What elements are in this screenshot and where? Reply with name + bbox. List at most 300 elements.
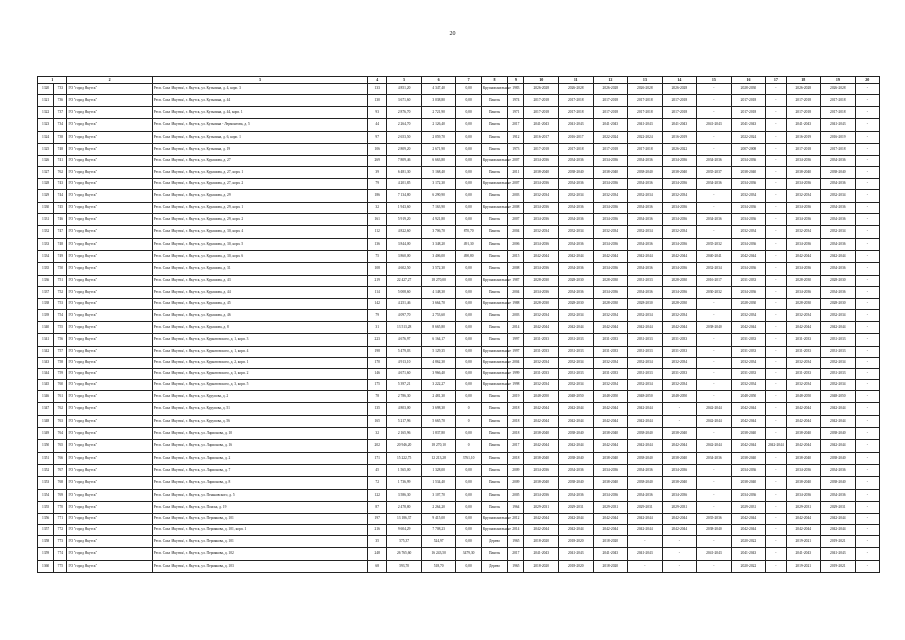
table-cell: Крупнопанельные bbox=[481, 525, 507, 536]
table-cell: Респ. Саха /Якутия/, г. Якутск, ул. Курашова, д. 30, корп. 4 bbox=[152, 226, 367, 239]
table-cell: 2032-2034 bbox=[731, 380, 766, 391]
table-cell: 22 427,27 bbox=[387, 276, 422, 287]
table-cell: 2032-2034 bbox=[524, 380, 559, 391]
table-cell: 72 bbox=[368, 477, 387, 490]
table-cell: 0 bbox=[456, 416, 481, 428]
table-cell: 1339 bbox=[38, 310, 54, 322]
table-cell: Панель bbox=[481, 322, 507, 334]
table-cell: 2042-2044 bbox=[731, 416, 766, 428]
table-row bbox=[38, 190, 880, 203]
table-cell: 2048-2050 bbox=[821, 391, 856, 403]
table-cell: Респ. Саха /Якутия/, г. Якутск, ул. Курашова, д. 30, корп. 5 bbox=[152, 239, 367, 251]
table-cell: 2017-2018 bbox=[524, 95, 559, 107]
table-cell: Панель bbox=[481, 251, 507, 263]
table-cell: 756 bbox=[54, 334, 67, 347]
table-cell: 759 bbox=[54, 369, 67, 380]
table-cell: 2031-2033 bbox=[731, 369, 766, 380]
table-row bbox=[38, 548, 880, 561]
table-cell: 2042-2044 bbox=[628, 514, 663, 525]
table-cell: - bbox=[766, 156, 786, 167]
table-cell: 2035-2037 bbox=[697, 167, 732, 179]
table-cell: ГО "город Якутск" bbox=[67, 84, 152, 95]
table-cell: 2038-2040 bbox=[593, 477, 628, 490]
table-cell: 768 bbox=[54, 477, 67, 490]
table-cell: - bbox=[697, 95, 732, 107]
table-cell: Респ. Саха /Якутия/, г. Якутск, ул. Курашова, д. 27, корп. 2 bbox=[152, 179, 367, 190]
table-cell: 2041-2043 bbox=[821, 548, 856, 561]
table-cell: - bbox=[697, 477, 732, 490]
table-cell: 736 bbox=[54, 95, 67, 107]
table-cell: 0,00 bbox=[456, 119, 481, 132]
table-cell: 0,00 bbox=[456, 276, 481, 287]
table-cell: 2016-2017 bbox=[697, 276, 732, 287]
table-cell: 1321 bbox=[38, 95, 54, 107]
table-cell: 2042-2044 bbox=[593, 514, 628, 525]
table-cell: 2041-2043 bbox=[628, 548, 663, 561]
table-cell: 1987 bbox=[508, 276, 524, 287]
table-cell: 2041-2043 bbox=[731, 548, 766, 561]
table-cell: 2026-2022 bbox=[662, 144, 697, 156]
table-cell: 2034-2036 bbox=[821, 465, 856, 477]
table-cell: 1348 bbox=[38, 416, 54, 428]
table-cell: 9 415,00 bbox=[421, 514, 456, 525]
table-cell: - bbox=[766, 358, 786, 369]
table-cell: Респ. Саха /Якутия/, г. Якутск, ул. Курупова, д. 56 bbox=[152, 416, 367, 428]
table-cell: Дерево bbox=[481, 561, 507, 573]
table-cell: Крупнопанельные bbox=[481, 380, 507, 391]
table-cell: 2018 bbox=[508, 428, 524, 440]
table-cell: - bbox=[766, 190, 786, 203]
table-cell: 2 264,20 bbox=[421, 502, 456, 514]
table-cell: Крупнопанельные bbox=[481, 347, 507, 358]
table-cell: 2041-2043 bbox=[524, 119, 559, 132]
table-cell: ГО "город Якутск" bbox=[67, 95, 152, 107]
table-cell: 2034-2036 bbox=[593, 490, 628, 502]
table-cell: 2028-2030 bbox=[731, 299, 766, 310]
table-cell: 2034-2036 bbox=[628, 239, 663, 251]
table-cell: - bbox=[766, 391, 786, 403]
table-cell: Панель bbox=[481, 391, 507, 403]
table-cell: ГО "город Якутск" bbox=[67, 156, 152, 167]
table-cell: Респ. Саха /Якутия/, г. Якутск, ул. Курашова, д. 29, корп. 1 bbox=[152, 203, 367, 214]
table-cell: ГО "город Якутск" bbox=[67, 107, 152, 119]
table-cell: 2032-2034 bbox=[821, 190, 856, 203]
table-cell: 2034-2036 bbox=[821, 490, 856, 502]
table-cell: 775 bbox=[54, 561, 67, 573]
table-cell: 2038-2040 bbox=[593, 453, 628, 465]
table-cell: 3 038,80 bbox=[421, 95, 456, 107]
table-cell: 0,00 bbox=[456, 514, 481, 525]
table-cell: 2042-2044 bbox=[731, 440, 766, 453]
table-cell: - bbox=[855, 536, 879, 548]
table-cell: Респ. Саха /Якутия/, г. Якутск, ул. Пермякова, д. 101, корп. 1 bbox=[152, 525, 367, 536]
table-cell: 2016-2019 bbox=[662, 132, 697, 144]
column-header: 16 bbox=[731, 77, 766, 84]
table-cell: 0,00 bbox=[456, 107, 481, 119]
table-cell: Крупнопанельные bbox=[481, 203, 507, 214]
table-cell: 3 844,00 bbox=[387, 239, 422, 251]
table-cell: 2032-2034 bbox=[662, 190, 697, 203]
table-cell: 2042-2044 bbox=[821, 514, 856, 525]
table-cell: 2034-2036 bbox=[559, 179, 594, 190]
table-cell: - bbox=[766, 167, 786, 179]
table-cell: - bbox=[697, 144, 732, 156]
table-cell: ГО "город Якутск" bbox=[67, 369, 152, 380]
table-cell: 2029-2031 bbox=[524, 502, 559, 514]
table-cell: 2031-2033 bbox=[731, 347, 766, 358]
table-cell: 2028-2030 bbox=[559, 276, 594, 287]
table-cell: - bbox=[855, 190, 879, 203]
table-cell: 2034-2036 bbox=[697, 214, 732, 226]
table-cell: 3 348,20 bbox=[421, 239, 456, 251]
table-cell: 2035-2036 bbox=[697, 514, 732, 525]
table-cell: Респ. Саха /Якутия/, г. Якутск, ул. Курашова, д. 31 bbox=[152, 263, 367, 276]
table-cell: 2018 bbox=[508, 416, 524, 428]
table-cell: 2004 bbox=[508, 226, 524, 239]
table-cell: 26 765,60 bbox=[387, 548, 422, 561]
table-cell: 2003 bbox=[508, 190, 524, 203]
table-cell: 133 bbox=[368, 84, 387, 95]
table-cell: - bbox=[697, 84, 732, 95]
table-cell: 2017-2018 bbox=[559, 95, 594, 107]
table-cell: 2040-2041 bbox=[697, 251, 732, 263]
table-cell: 2031-2033 bbox=[593, 334, 628, 347]
table-cell: 753 bbox=[54, 299, 67, 310]
table-cell: 2029-2031 bbox=[628, 502, 663, 514]
table-cell: 2028-2030 bbox=[786, 299, 821, 310]
table-cell: 4 676,97 bbox=[387, 334, 422, 347]
column-header: 14 bbox=[662, 77, 697, 84]
table-cell: 766 bbox=[54, 453, 67, 465]
table-cell: Панель bbox=[481, 119, 507, 132]
table-cell: ГО "город Якутск" bbox=[67, 477, 152, 490]
table-cell: 2017-2018 bbox=[628, 144, 663, 156]
table-cell: 2038-2040 bbox=[559, 167, 594, 179]
table-cell: 2034-2036 bbox=[731, 490, 766, 502]
table-cell: 1325 bbox=[38, 144, 54, 156]
table-cell: 216 bbox=[368, 525, 387, 536]
table-cell: 2034-2036 bbox=[559, 490, 594, 502]
table-cell: 575,37 bbox=[387, 536, 422, 548]
table-cell: Респ. Саха /Якутия/, г. Якутск, ул. Курупова, д. 2 bbox=[152, 391, 367, 403]
table-cell: 518,70 bbox=[421, 561, 456, 573]
table-cell: 2042-2044 bbox=[662, 322, 697, 334]
table-cell: 3 671,60 bbox=[387, 95, 422, 107]
table-cell: 524,97 bbox=[421, 536, 456, 548]
table-cell: - bbox=[855, 119, 879, 132]
table-cell: Панель bbox=[481, 428, 507, 440]
table-cell: 2034-2036 bbox=[786, 490, 821, 502]
table-cell: Крупнопанельные bbox=[481, 179, 507, 190]
table-cell: 1357 bbox=[38, 525, 54, 536]
table-cell: 2038-2040 bbox=[524, 428, 559, 440]
table-cell: ГО "город Якутск" bbox=[67, 525, 152, 536]
table-cell: 0,00 bbox=[456, 490, 481, 502]
table-cell: 2017-2018 bbox=[821, 144, 856, 156]
table-cell: - bbox=[662, 548, 697, 561]
table-cell: 4 097,70 bbox=[387, 310, 422, 322]
table-cell: 2048-2050 bbox=[628, 391, 663, 403]
table-cell: Панель bbox=[481, 95, 507, 107]
table-cell: 87 bbox=[368, 502, 387, 514]
table-cell: ГО "город Якутск" bbox=[67, 453, 152, 465]
table-cell: 1332 bbox=[38, 226, 54, 239]
table-cell: 2031-2033 bbox=[662, 347, 697, 358]
table-cell: 751 bbox=[54, 276, 67, 287]
table-cell: 2042-2044 bbox=[786, 403, 821, 416]
table-cell: ГО "город Якутск" bbox=[67, 490, 152, 502]
table-cell: 757 bbox=[54, 347, 67, 358]
table-cell: 2034-2036 bbox=[662, 490, 697, 502]
table-cell: 2 478,80 bbox=[387, 502, 422, 514]
table-cell: 2034-2036 bbox=[628, 287, 663, 299]
table-cell: 2034-2036 bbox=[662, 214, 697, 226]
table-cell: - bbox=[766, 287, 786, 299]
table-cell: 2 264,70 bbox=[387, 119, 422, 132]
table-cell: 2042-2044 bbox=[821, 416, 856, 428]
table-row bbox=[38, 203, 880, 214]
column-header: 3 bbox=[152, 77, 367, 84]
table-cell: 0,00 bbox=[456, 144, 481, 156]
table-cell: Респ. Саха /Якутия/, г. Якутск, ул. Ларионова, д. 10 bbox=[152, 428, 367, 440]
table-cell: Панель bbox=[481, 190, 507, 203]
table-cell: - bbox=[662, 561, 697, 573]
table-cell: 170 bbox=[368, 358, 387, 369]
table-cell: 2034-2036 bbox=[662, 239, 697, 251]
table-cell: 750 bbox=[54, 263, 67, 276]
table-cell: 2038-2040 bbox=[662, 453, 697, 465]
table-cell: 2028-2030 bbox=[628, 299, 663, 310]
table-cell: 2038-2040 bbox=[662, 428, 697, 440]
table-cell: 2018-2020 bbox=[593, 561, 628, 573]
table-cell: 2031-2033 bbox=[628, 369, 663, 380]
data-table bbox=[37, 76, 880, 573]
table-cell: 2018 bbox=[508, 453, 524, 465]
table-cell: - bbox=[628, 536, 663, 548]
table-cell: - bbox=[697, 490, 732, 502]
table-cell: 760 bbox=[54, 380, 67, 391]
table-cell: 1353 bbox=[38, 477, 54, 490]
table-cell: 0,00 bbox=[456, 347, 481, 358]
table-row bbox=[38, 214, 880, 226]
table-cell: 2032-2034 bbox=[628, 310, 663, 322]
table-cell: - bbox=[662, 403, 697, 416]
table-cell: 2038-2040 bbox=[821, 167, 856, 179]
table-cell: 2034-2036 bbox=[524, 287, 559, 299]
table-cell: - bbox=[697, 536, 732, 548]
table-cell: 2032-2034 bbox=[593, 380, 628, 391]
table-cell: - bbox=[766, 380, 786, 391]
table-cell: 2034-2036 bbox=[731, 465, 766, 477]
table-cell: Респ. Саха /Якутия/, г. Якутск, ул. Курашова, д. 29, корп. 2 bbox=[152, 214, 367, 226]
table-cell: 2031-2033 bbox=[628, 334, 663, 347]
table-cell: 0,00 bbox=[456, 95, 481, 107]
table-cell: 2038-2040 bbox=[731, 453, 766, 465]
table-row bbox=[38, 347, 880, 358]
table-cell: 2041-2043 bbox=[821, 119, 856, 132]
table-cell: 0,00 bbox=[456, 310, 481, 322]
table-cell: 2042-2044 bbox=[697, 440, 732, 453]
table-cell: 2034-2036 bbox=[524, 156, 559, 167]
table-cell: 2032-2034 bbox=[593, 310, 628, 322]
table-cell: 2034-2036 bbox=[524, 239, 559, 251]
table-cell: Панель bbox=[481, 477, 507, 490]
table-cell: - bbox=[697, 502, 732, 514]
table-cell: 2034-2036 bbox=[731, 287, 766, 299]
table-cell: 2014 bbox=[508, 322, 524, 334]
table-cell: Крупнопанельные bbox=[481, 358, 507, 369]
column-header: 15 bbox=[697, 77, 732, 84]
column-header: 4 bbox=[368, 77, 387, 84]
table-cell: 202 bbox=[368, 440, 387, 453]
table-cell: - bbox=[697, 334, 732, 347]
table-cell: 2034-2036 bbox=[593, 203, 628, 214]
column-header: 5 bbox=[387, 77, 422, 84]
table-cell: 2028-2030 bbox=[593, 299, 628, 310]
table-cell: 2032-2034 bbox=[559, 358, 594, 369]
table-cell: - bbox=[855, 203, 879, 214]
table-cell: 0,00 bbox=[456, 334, 481, 347]
table-cell: 752 bbox=[54, 287, 67, 299]
table-cell: 733 bbox=[54, 84, 67, 95]
table-row bbox=[38, 380, 880, 391]
table-cell: 32 bbox=[368, 203, 387, 214]
table-cell: 2048-2050 bbox=[593, 391, 628, 403]
table-cell: 1 943,60 bbox=[387, 203, 422, 214]
table-cell: 2016-2019 bbox=[821, 132, 856, 144]
column-header: 6 bbox=[421, 77, 456, 84]
table-row bbox=[38, 536, 880, 548]
table-cell: 0 bbox=[456, 403, 481, 416]
table-cell: ГО "город Якутск" bbox=[67, 179, 152, 190]
table-cell: 2034-2036 bbox=[628, 214, 663, 226]
table-cell: 2042-2044 bbox=[593, 403, 628, 416]
table-cell: 2 671,90 bbox=[421, 144, 456, 156]
table-cell: 1355 bbox=[38, 502, 54, 514]
table-cell: - bbox=[697, 391, 732, 403]
table-cell: 2038-2040 bbox=[662, 167, 697, 179]
table-cell: 758 bbox=[54, 358, 67, 369]
table-cell: Крупнопанельные bbox=[481, 156, 507, 167]
table-cell: 2031-2033 bbox=[662, 334, 697, 347]
table-row bbox=[38, 334, 880, 347]
table-cell: - bbox=[855, 440, 879, 453]
table-cell: 2042-2044 bbox=[786, 322, 821, 334]
table-cell: 490,80 bbox=[456, 251, 481, 263]
table-cell: 2041-2043 bbox=[697, 548, 732, 561]
table-cell: 4 862,30 bbox=[421, 358, 456, 369]
column-header: 7 bbox=[456, 77, 481, 84]
table-cell: 31 bbox=[368, 322, 387, 334]
table-row bbox=[38, 310, 880, 322]
table-cell: 2032-2034 bbox=[821, 226, 856, 239]
table-cell: 745 bbox=[54, 203, 67, 214]
table-cell: ГО "город Якутск" bbox=[67, 416, 152, 428]
table-cell: 3 172,30 bbox=[421, 179, 456, 190]
table-cell: - bbox=[697, 347, 732, 358]
table-cell: 2026-2028 bbox=[524, 84, 559, 95]
column-header: 9 bbox=[508, 77, 524, 84]
table-cell: - bbox=[766, 465, 786, 477]
table-cell: 2048-2050 bbox=[559, 391, 594, 403]
table-cell: 1997 bbox=[508, 334, 524, 347]
table-cell: 764 bbox=[54, 428, 67, 440]
table-cell: Панель bbox=[481, 334, 507, 347]
table-cell: 2034-2036 bbox=[524, 203, 559, 214]
table-cell: - bbox=[766, 214, 786, 226]
table-cell: - bbox=[697, 299, 732, 310]
table-cell: 765 bbox=[54, 440, 67, 453]
table-cell: 2031-2033 bbox=[786, 347, 821, 358]
table-cell: - bbox=[855, 310, 879, 322]
table-cell: - bbox=[855, 167, 879, 179]
table-cell: 2032-2034 bbox=[628, 380, 663, 391]
table-cell: 2032-2034 bbox=[559, 380, 594, 391]
table-cell: - bbox=[697, 465, 732, 477]
table-cell: ГО "город Якутск" bbox=[67, 403, 152, 416]
table-cell: 97 bbox=[368, 132, 387, 144]
table-cell: 1 837,80 bbox=[421, 428, 456, 440]
table-cell: 773 bbox=[54, 536, 67, 548]
table-cell: - bbox=[766, 453, 786, 465]
table-cell: 2038-2040 bbox=[821, 428, 856, 440]
table-cell: - bbox=[855, 380, 879, 391]
table-row bbox=[38, 428, 880, 440]
table-cell: 774 bbox=[54, 548, 67, 561]
table-cell: 1997 bbox=[508, 347, 524, 358]
table-cell: 2032-2034 bbox=[786, 358, 821, 369]
table-cell: 2017-2018 bbox=[662, 107, 697, 119]
table-cell: 165 bbox=[368, 416, 387, 428]
table-cell: 2018-2020 bbox=[559, 561, 594, 573]
table-cell: - bbox=[855, 144, 879, 156]
table-cell: 2034-2036 bbox=[662, 156, 697, 167]
table-cell: - bbox=[766, 525, 786, 536]
table-cell: 5 665,70 bbox=[421, 416, 456, 428]
table-cell: 2008 bbox=[508, 263, 524, 276]
table-cell: 219 bbox=[368, 276, 387, 287]
table-cell: 2 753,60 bbox=[421, 310, 456, 322]
table-row bbox=[38, 132, 880, 144]
table-cell: - bbox=[766, 403, 786, 416]
table-cell: 0,00 bbox=[456, 525, 481, 536]
table-cell: - bbox=[855, 428, 879, 440]
table-cell: 2042-2044 bbox=[559, 251, 594, 263]
table-cell: 2032-2034 bbox=[821, 310, 856, 322]
table-cell: 2015 bbox=[508, 251, 524, 263]
table-cell: 2007 bbox=[508, 214, 524, 226]
table-cell: 2009 bbox=[508, 465, 524, 477]
table-cell: - bbox=[766, 536, 786, 548]
table-cell: Панель bbox=[481, 287, 507, 299]
table-cell: Респ. Саха /Якутия/, г. Якутск, ул. Пермякова, д. 101 bbox=[152, 514, 367, 525]
table-cell: 2018 bbox=[508, 403, 524, 416]
table-cell: - bbox=[855, 453, 879, 465]
table-cell: 737 bbox=[54, 107, 67, 119]
table-cell: 1988 bbox=[508, 299, 524, 310]
table-cell: Респ. Саха /Якутия/, г. Якутск, ул. Кузьмина, д. 6, корп. 1 bbox=[152, 132, 367, 144]
table-cell: 248 bbox=[368, 548, 387, 561]
table-cell: 171 bbox=[368, 453, 387, 465]
table-cell: 2005 bbox=[508, 490, 524, 502]
table-cell: 2032-2034 bbox=[559, 226, 594, 239]
table-cell: ГО "город Якутск" bbox=[67, 391, 152, 403]
column-header: 11 bbox=[559, 77, 594, 84]
table-cell: 3 107,70 bbox=[421, 490, 456, 502]
table-cell: 2042-2044 bbox=[662, 251, 697, 263]
table-cell: 2034-2036 bbox=[786, 465, 821, 477]
column-header: 17 bbox=[766, 77, 786, 84]
